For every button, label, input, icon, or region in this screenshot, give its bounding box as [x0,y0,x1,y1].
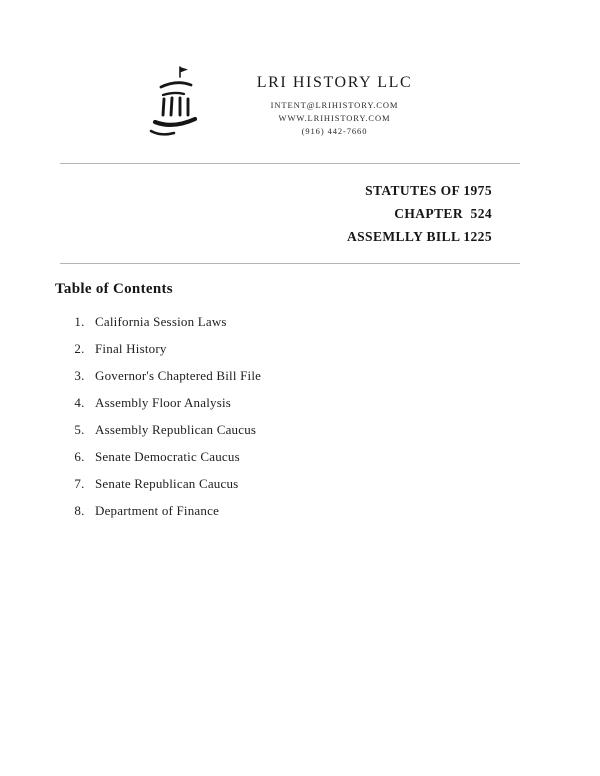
table-of-contents [55,281,540,519]
toc-item-5: 5. Assembly Republican Caucus [88,422,540,438]
chapter-line: CHAPTER 524 [394,205,492,221]
toc-item-8: 8. Department of Finance [88,503,540,519]
company-name: LRI HISTORY LLC [256,74,413,91]
toc-item-4: 4. Assembly Floor Analysis [88,395,540,411]
divider-bottom [60,263,520,264]
letterhead-text [232,74,437,139]
email-text: INTENT@LRIHISTORY.COM [270,100,399,110]
toc-item-6: 6. Senate Democratic Caucus [88,449,540,465]
statute-block [0,179,492,248]
toc-item-2: 2. Final History [88,341,540,357]
website-text: WWW.LRIHISTORY.COM [278,113,391,124]
toc-item-7: 7. Senate Republican Caucus [88,476,540,492]
assembly-bill-line: ASSEMLLY BILL 1225 [346,228,492,244]
toc-item-1: 1. California Session Laws [88,314,540,330]
toc-list [88,314,540,519]
capitol-logo-icon [146,64,206,138]
phone-text: (916) 442-7660 [301,126,368,137]
divider-top [60,163,520,164]
toc-item-3: 3. Governor's Chaptered Bill File [88,368,540,384]
toc-title: Table of Contents [55,280,173,297]
letterhead [0,0,600,139]
statutes-of-year-line: STATUTES OF 1975 [365,182,492,198]
